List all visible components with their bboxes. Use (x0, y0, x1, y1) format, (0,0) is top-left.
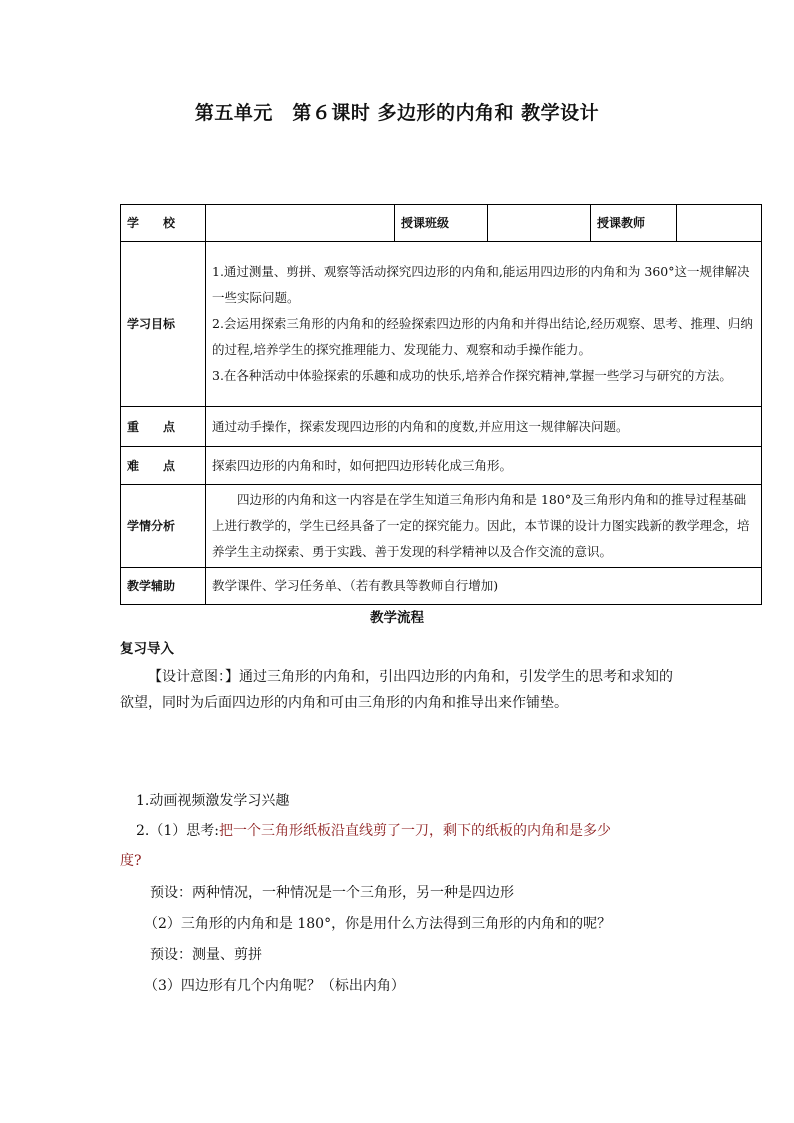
analysis-value: 四边形的内角和这一内容是在学生知道三角形内角和是 180°及三角形内角和的推导过程基础上进行教学的，学生已经具备了一定的探究能力。因此，本节课的设计力图实践新的教学理念，培养学生主动探索、勇于实践、善于发现的科学精神以及合作交流的意识。 (206, 485, 762, 568)
school-value (206, 205, 395, 242)
analysis-label: 学情分析 (121, 485, 206, 568)
aids-label: 教学辅助 (121, 568, 206, 605)
teacher-label: 授课教师 (591, 205, 677, 242)
item-2-prefix: 2.（1）思考: (136, 823, 219, 839)
goal-item: 2.会运用探索三角形的内角和的经验探索四边形的内角和并得出结论,经历观察、思考、推理、归纳的过程,培养学生的探究推理能力、发现能力、观察和动手操作能力。 (212, 316, 753, 357)
design-intent: 【设计意图：】通过三角形的内角和，引出四边形的内角和，引发学生的思考和求知的欲望，同时为后面四边形的内角和可由三角形的内角和推导出来作铺垫。 (120, 669, 673, 711)
goal-item: 1.通过测量、剪拼、观察等活动探究四边形的内角和,能运用四边形的内角和为 360°这一规律解决一些实际问题。 (212, 264, 750, 305)
goals-cell (206, 242, 762, 407)
item-2-question: 把一个三角形纸板沿直线剪了一刀，剩下的纸板的内角和是多少 (218, 823, 611, 839)
preset-1: 预设：两种情况，一种情况是一个三角形，另一种是四边形 (150, 885, 514, 901)
key-point-value: 通过动手操作，探索发现四边形的内角和的度数,并应用这一规律解决问题。 (206, 407, 762, 447)
item-2 (136, 820, 611, 840)
item-2-question-cont: 度? (120, 853, 142, 869)
goals-label: 学习目标 (121, 242, 206, 407)
class-value (488, 205, 591, 242)
table-row (121, 205, 762, 242)
goal-item: 3.在各种活动中体验探索的乐趣和成功的快乐,培养合作探究精神,掌握一些学习与研究的方法。 (212, 368, 732, 383)
aids-value: 教学课件、学习任务单、（若有教具等教师自行增加) (206, 568, 762, 605)
table-row (121, 407, 762, 447)
table-row (121, 485, 762, 568)
table-row (121, 447, 762, 485)
lesson-info-table (120, 204, 762, 605)
key-point-label: 重 点 (121, 407, 206, 447)
item-1: 1.动画视频激发学习兴趣 (136, 793, 290, 809)
difficulty-label: 难 点 (121, 447, 206, 485)
school-label: 学 校 (121, 205, 206, 242)
table-row (121, 242, 762, 407)
class-label: 授课班级 (395, 205, 488, 242)
teacher-value (677, 205, 762, 242)
question-3: （3）四边形有几个内角呢？（标出内角） (144, 978, 405, 994)
flow-title: 教学流程 (370, 610, 424, 626)
page-title: 第五单元 第６课时 多边形的内角和 教学设计 (194, 102, 600, 124)
table-row (121, 568, 762, 605)
difficulty-value: 探索四边形的内角和时，如何把四边形转化成三角形。 (206, 447, 762, 485)
question-2: （2）三角形的内角和是 180°，你是用什么方法得到三角形的内角和的呢？ (144, 916, 612, 932)
section-heading: 复习导入 (120, 641, 174, 657)
preset-2: 预设：测量、剪拼 (150, 947, 262, 963)
